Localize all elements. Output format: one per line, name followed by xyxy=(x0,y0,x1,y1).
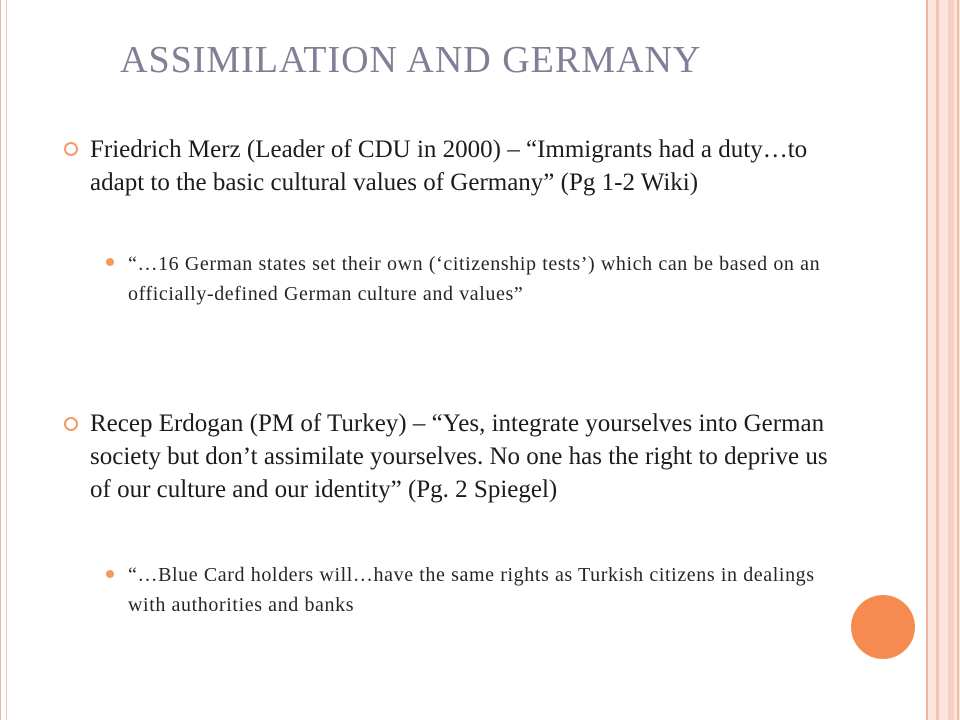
decorative-stripes xyxy=(926,0,960,720)
sub-bullet-dot-icon xyxy=(106,570,114,578)
stripe xyxy=(948,0,954,720)
sub-bullet-text: “…16 German states set their own (‘citizenship tests’) which can be based on an officially-defined German culture and values” xyxy=(128,253,821,305)
sub-bullet-dot-icon xyxy=(106,258,114,266)
bullet-text: Friedrich Merz (Leader of CDU in 2000) – “Immigrants had a duty…to adapt to the basic cultural values of Germany” (Pg 1-2 Wiki) xyxy=(90,136,808,196)
stripe xyxy=(957,0,959,720)
stripe xyxy=(926,0,928,720)
slide-border-left xyxy=(0,0,1,720)
sub-bullet-text: “…Blue Card holders will…have the same rights as Turkish citizens in dealings with authorities and banks xyxy=(128,564,815,616)
slide-title: ASSIMILATION AND GERMANY xyxy=(120,39,702,81)
bullet-ring-icon xyxy=(64,142,78,156)
stripe xyxy=(936,0,939,720)
decorative-circle xyxy=(851,595,915,659)
bullet-ring-icon xyxy=(64,417,78,431)
bullet-text: Recep Erdogan (PM of Turkey) – “Yes, integrate yourselves into German society but don’t assimilate yourselves. No one has the right to deprive us of our culture and our identity” (Pg. 2 Spiegel) xyxy=(90,410,828,503)
slide-border-left-inner xyxy=(6,0,7,720)
